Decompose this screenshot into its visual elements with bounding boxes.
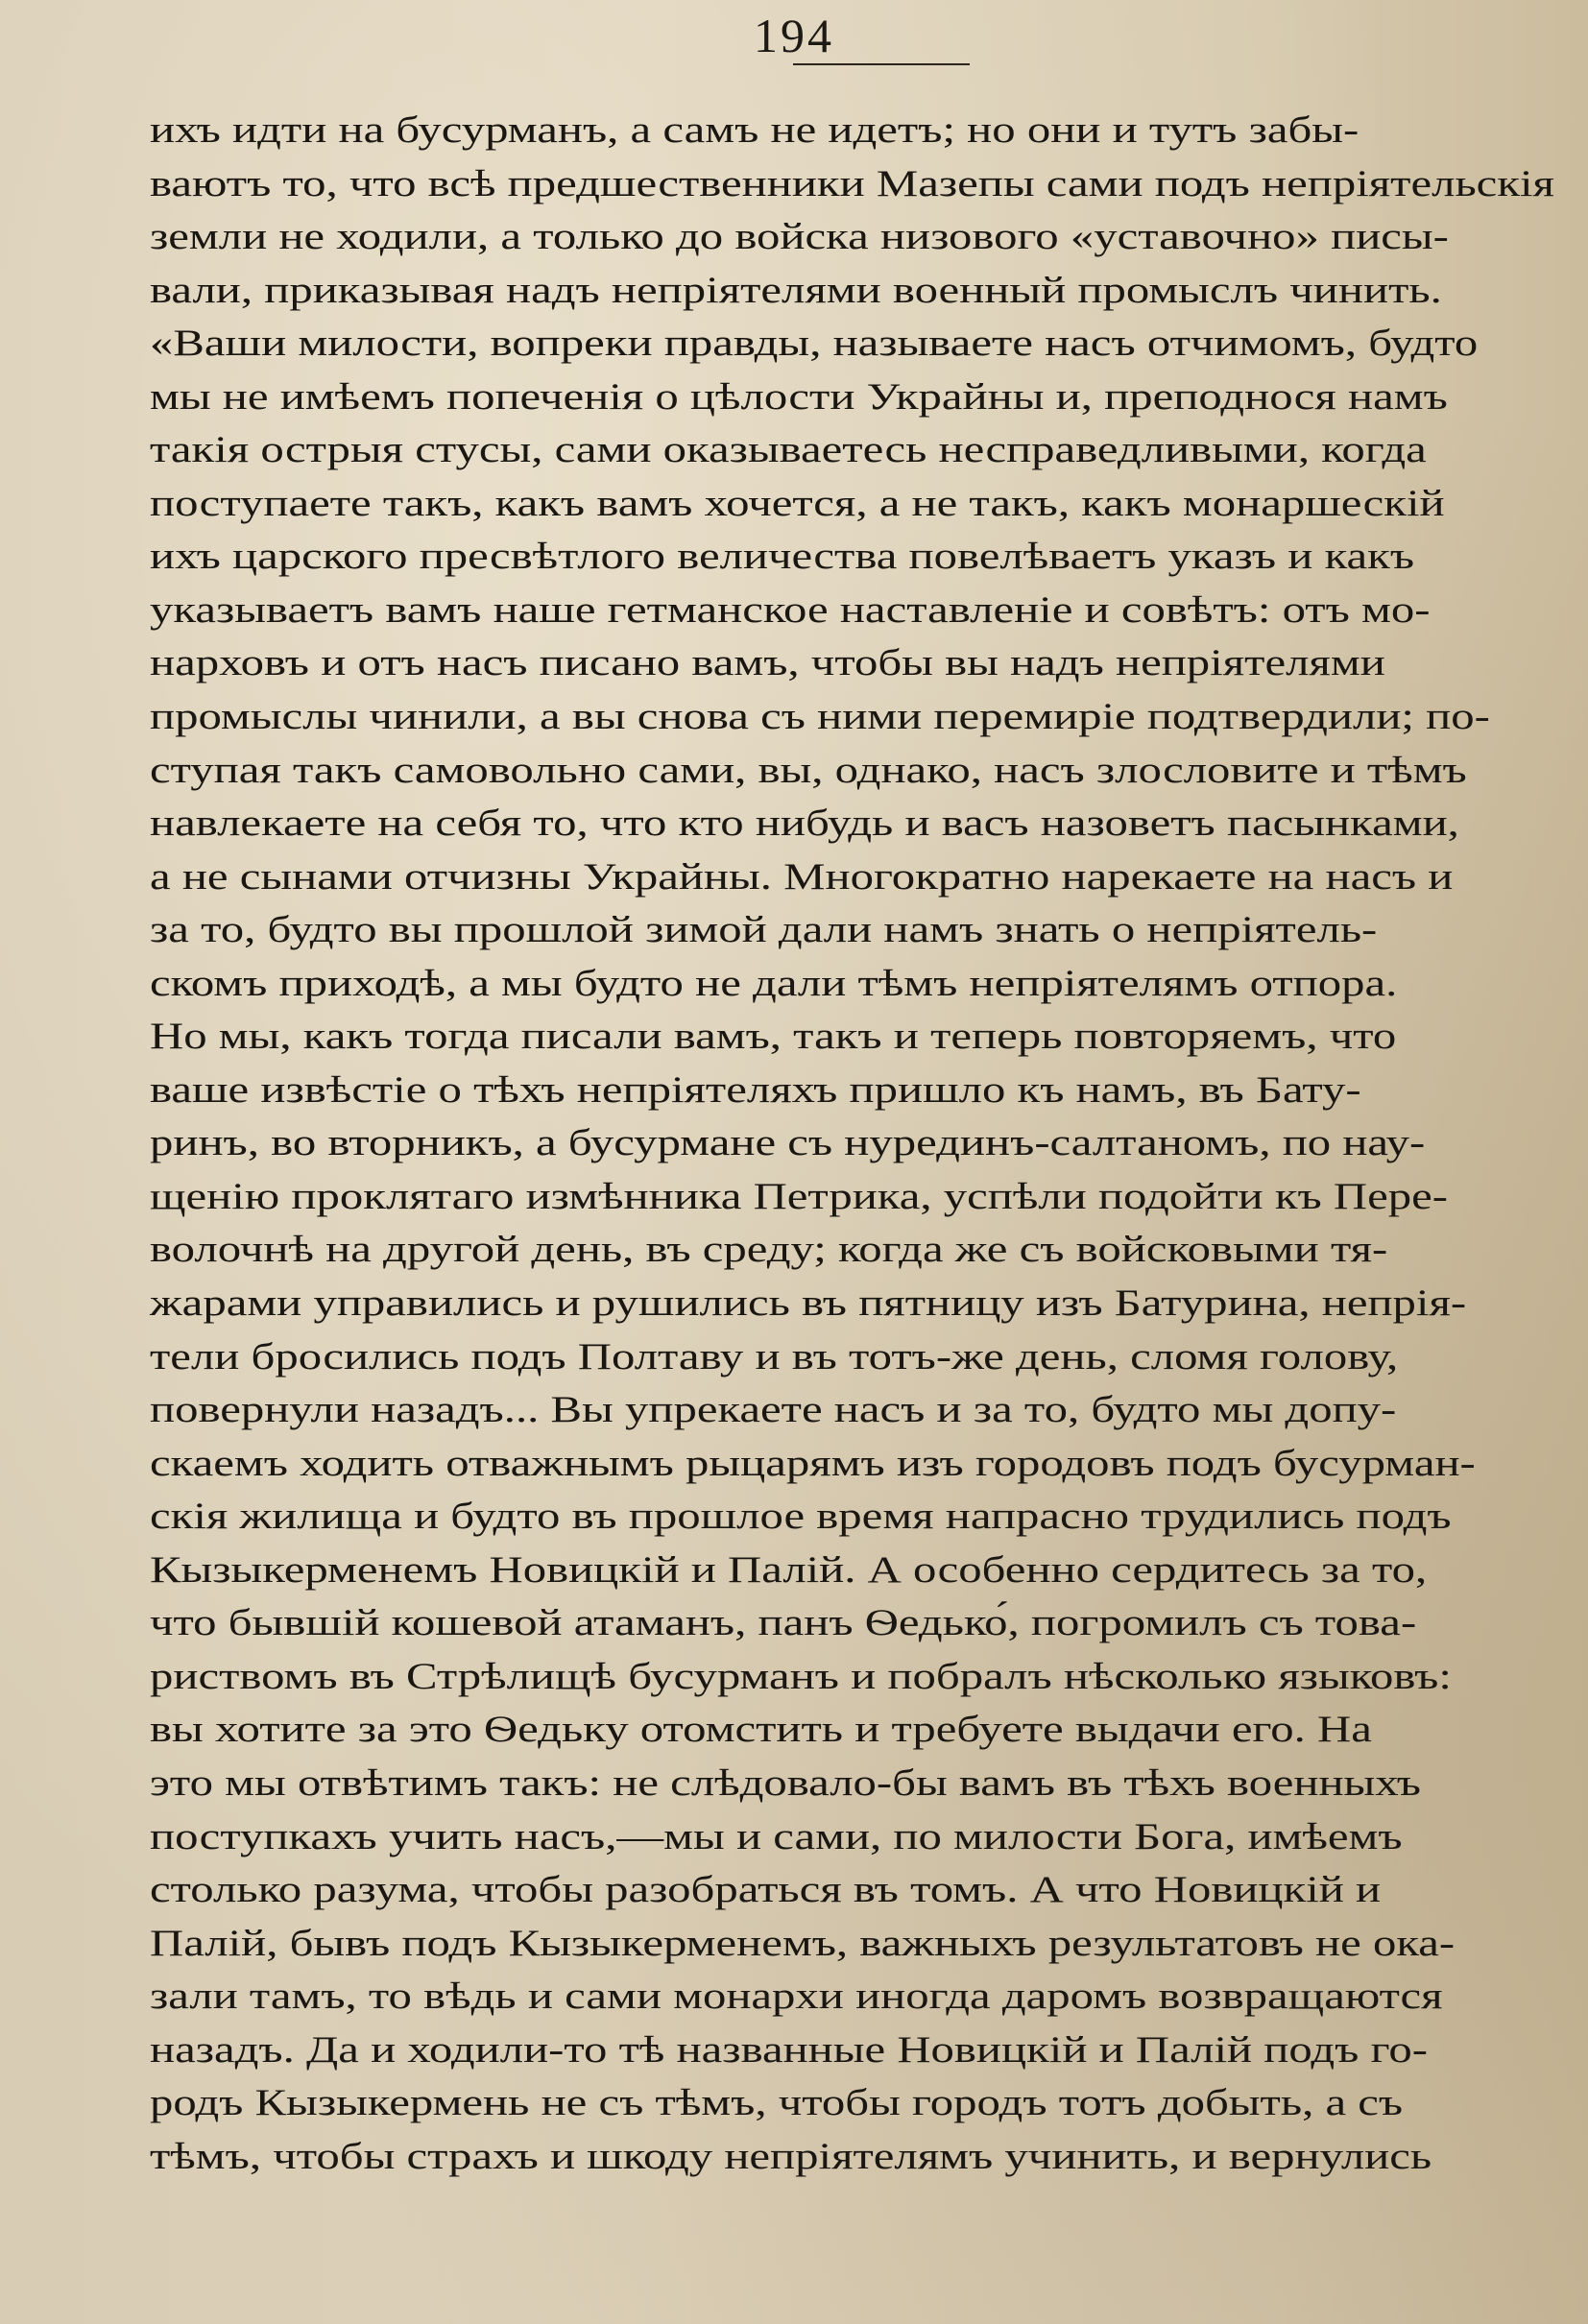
text-line: за то, будто вы прошлой зимой дали намъ знать о непріятель- <box>150 909 1378 951</box>
text-line: щенію проклятаго измѣнника Петрика, успѣли подойти къ Пере- <box>150 1175 1449 1217</box>
body-text <box>150 104 1588 2183</box>
text-line: мы не имѣемъ попеченія о цѣлости Украйны и, преподнося намъ <box>150 375 1448 418</box>
text-line: тели бросились подъ Полтаву и въ тотъ-же день, сломя голову, <box>150 1335 1399 1378</box>
text-line: родъ Кызыкермень не съ тѣмъ, чтобы городъ тотъ добыть, а съ <box>150 2082 1404 2124</box>
text-line: ступая такъ самовольно сами, вы, однако, насъ злословите и тѣмъ <box>150 749 1467 791</box>
text-line: земли не ходили, а только до войска низового «уставочно» писы- <box>150 216 1449 258</box>
text-line: Но мы, какъ тогда писали вамъ, такъ и теперь повторяемъ, что <box>150 1016 1397 1058</box>
text-line: скаемъ ходить отважнымъ рыцарямъ изъ городовъ подъ бусурман- <box>150 1442 1476 1484</box>
text-line: промыслы чинили, а вы снова съ ними перемиріе подтвердили; по- <box>150 696 1490 738</box>
text-line: ваютъ то, что всѣ предшественники Мазепы сами подъ непріятельскія <box>150 162 1554 204</box>
page-number: 194 <box>754 9 834 62</box>
text-line: риствомъ въ Стрѣлищѣ бусурманъ и побралъ нѣсколько языковъ: <box>150 1655 1452 1697</box>
text-line: скія жилища и будто въ прошлое время напрасно трудились подъ <box>150 1496 1452 1538</box>
text-line: ринъ, во вторникъ, а бусурмане съ нурединъ-салтаномъ, по нау- <box>150 1122 1426 1164</box>
text-line: поступкахъ учить насъ,—мы и сами, по милости Бога, имѣемъ <box>150 1815 1403 1857</box>
text-line: такія острыя стусы, сами оказываетесь несправедливыми, когда <box>150 429 1427 471</box>
text-line: это мы отвѣтимъ такъ: не слѣдовало-бы вамъ въ тѣхъ военныхъ <box>150 1761 1422 1804</box>
text-line: ваше извѣстіе о тѣхъ непріятеляхъ пришло къ намъ, въ Бату- <box>150 1068 1361 1111</box>
text-line: тѣмъ, чтобы страхъ и шкоду непріятелямъ учинить, и вернулись <box>150 2135 1432 2177</box>
text-line: Палій, бывъ подъ Кызыкерменемъ, важныхъ результатовъ не ока- <box>150 1922 1456 1964</box>
text-line: назадъ. Да и ходили-то тѣ названные Новицкій и Палій подъ го- <box>150 2028 1428 2071</box>
text-line: столько разума, чтобы разобраться въ томъ. А что Новицкій и <box>150 1869 1382 1911</box>
text-line: нарховъ и отъ насъ писано вамъ, чтобы вы надъ непріятелями <box>150 642 1385 684</box>
text-line: ихъ царского пресвѣтлого величества повелѣваетъ указъ и какъ <box>150 536 1415 578</box>
text-line: скомъ приходѣ, а мы будто не дали тѣмъ непріятелямъ отпора. <box>150 962 1398 1004</box>
text-line: навлекаете на себя то, что кто нибудь и васъ назоветъ пасынками, <box>150 803 1459 845</box>
text-line: указываетъ вамъ наше гетманское наставленіе и совѣтъ: отъ мо- <box>150 588 1431 631</box>
text-line: поступаете такъ, какъ вамъ хочется, а не такъ, какъ монаршескій <box>150 482 1445 524</box>
text-line: Кызыкерменемъ Новицкій и Палій. А особенно сердитесь за то, <box>150 1548 1428 1591</box>
text-line: что бывшій кошевой атаманъ, панъ Ѳедько́, погромилъ съ това- <box>150 1602 1417 1644</box>
text-line: вали, приказывая надъ непріятелями военный промыслъ чинить. <box>150 269 1442 311</box>
text-line: «Ваши милости, вопреки правды, называете насъ отчимомъ, будто <box>150 323 1479 365</box>
text-line: а не сынами отчизны Украйны. Многократно нарекаете на насъ и <box>150 855 1454 898</box>
text-line: волочнѣ на другой день, въ среду; когда же съ войсковыми тя- <box>150 1229 1388 1271</box>
text-line: повернули назадъ... Вы упрекаете насъ и за то, будто мы допу- <box>150 1389 1397 1431</box>
text-line: ихъ идти на бусурманъ, а самъ не идетъ; но они и тутъ забы- <box>150 109 1359 151</box>
text-line: жарами управились и рушились въ пятницу изъ Батурина, непрія- <box>150 1282 1467 1325</box>
text-line: зали тамъ, то вѣдь и сами монархи иногда даромъ возвращаются <box>150 1976 1443 2018</box>
text-line: вы хотите за это Ѳедьку отомстить и требуете выдачи его. На <box>150 1709 1372 1751</box>
header-rule <box>793 63 970 65</box>
